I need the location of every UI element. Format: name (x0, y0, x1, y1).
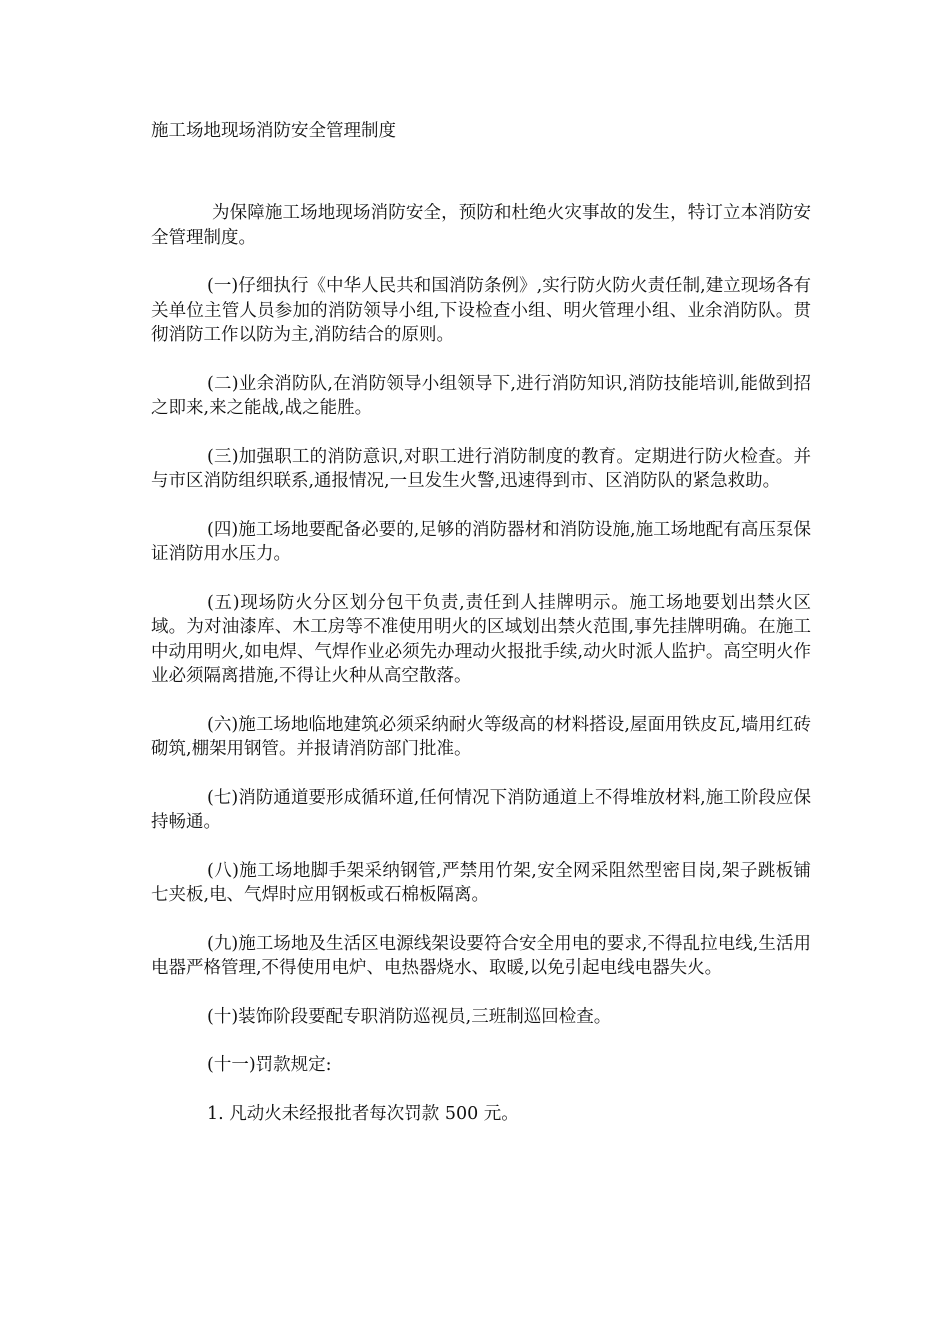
clause-4: (四)施工场地要配备必要的,足够的消防器材和消防设施,施工场地配有高压泵保证消防用水压力。 (151, 519, 811, 564)
clause-6: (六)施工场地临地建筑必须采纳耐火等级高的材料搭设,屋面用铁皮瓦,墙用红砖砌筑,棚架用钢管。并报请消防部门批准。 (151, 714, 811, 759)
clause-9: (九)施工场地及生活区电源线架设要符合安全用电的要求,不得乱拉电线,生活用电器严格管理,不得使用电炉、电热器烧水、取暖,以免引起电线电器失火。 (151, 933, 811, 978)
clause-5: (五)现场防火分区划分包干负责,责任到人挂牌明示。施工场地要划出禁火区域。为对油漆库、木工房等不准使用明火的区域划出禁火范围,事先挂牌明确。在施工中动用明火,如电焊、气焊作业必须先办理动火报批手续,动火时派人监护。高空明火作业必须隔离措施,不得让火种从高空散落。 (151, 592, 811, 686)
clause-1: (一)仔细执行《中华人民共和国消防条例》,实行防火防火责任制,建立现场各有关单位主管人员参加的消防领导小组,下设检查小组、明火管理小组、业余消防队。贯彻消防工作以防为主,消防结合的原则。 (151, 276, 811, 345)
clause-7: (七)消防通道要形成循环道,任何情况下消防通道上不得堆放材料,施工阶段应保持畅通。 (151, 787, 811, 832)
clause-8: (八)施工场地脚手架采纳钢管,严禁用竹架,安全网采阻然型密目岗,架子跳板铺七夹板,电、气焊时应用钢板或石棉板隔离。 (151, 860, 811, 905)
clause-2: (二)业余消防队,在消防领导小组领导下,进行消防知识,消防技能培训,能做到招之即来,来之能战,战之能胜。 (151, 373, 811, 418)
document-page (151, 118, 811, 1150)
clause-10: (十)装饰阶段要配专职消防巡视员,三班制巡回检查。 (207, 1006, 612, 1027)
fine-item-1: 1. 凡动火未经报批者每次罚款 500 元。 (207, 1103, 519, 1124)
document-title: 施工场地现场消防安全管理制度 (151, 121, 396, 141)
intro-paragraph: 为保障施工场地现场消防安全，预防和杜绝火灾事故的发生，特订立本消防安全管理制度。 (151, 203, 811, 248)
clause-3: (三)加强职工的消防意识,对职工进行消防制度的教育。定期进行防火检查。并与市区消防组织联系,通报情况,一旦发生火警,迅速得到市、区消防队的紧急救助。 (151, 446, 811, 491)
clause-11: (十一)罚款规定: (207, 1055, 332, 1075)
